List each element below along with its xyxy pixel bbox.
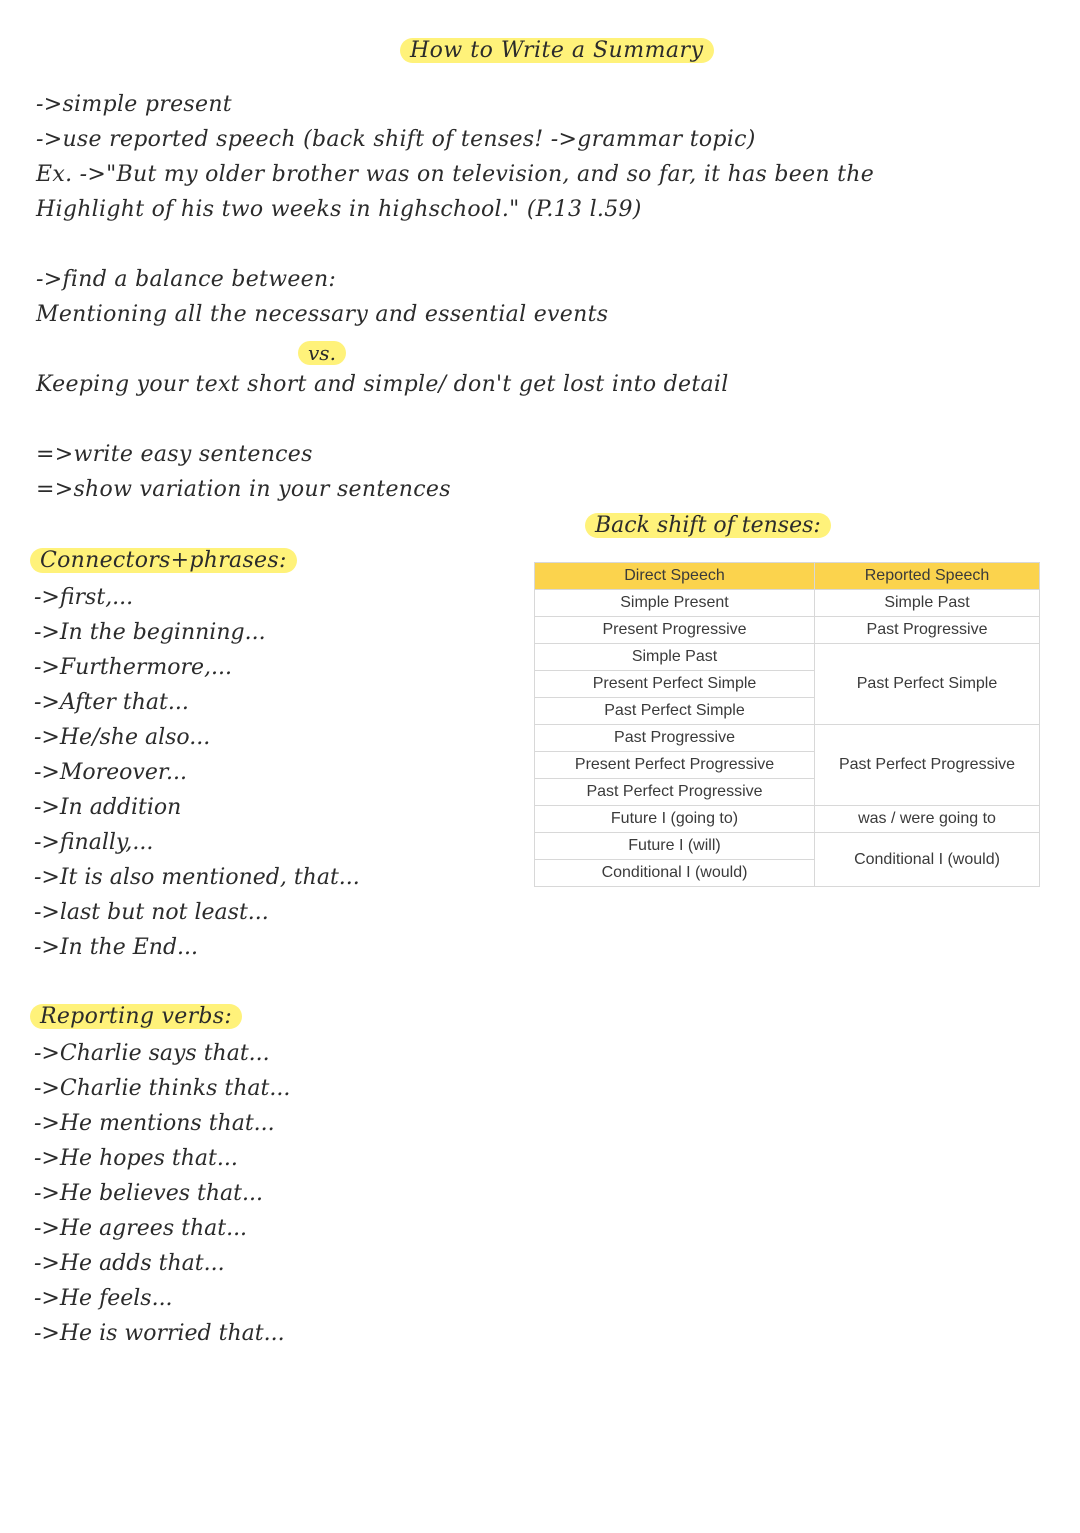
- list-item: ->In the beginning...: [34, 620, 266, 645]
- versus-label: vs.: [298, 341, 346, 365]
- direct-cell: Past Perfect Simple: [535, 698, 815, 725]
- backshift-table: [534, 562, 1040, 887]
- page-title: How to Write a Summary: [400, 38, 714, 63]
- reported-cell: Conditional I (would): [815, 833, 1040, 887]
- list-item: ->first,...: [34, 585, 134, 610]
- direct-cell: Past Progressive: [535, 725, 815, 752]
- reporting-verbs-list: [34, 1036, 290, 1351]
- list-item: ->He/she also...: [34, 725, 211, 750]
- column-header-reported: Reported Speech: [815, 563, 1040, 590]
- reported-cell: Simple Past: [815, 590, 1040, 617]
- list-item: ->Moreover...: [34, 760, 187, 785]
- reported-cell: was / were going to: [815, 806, 1040, 833]
- list-item: ->Charlie thinks that...: [34, 1076, 291, 1101]
- list-item: ->He hopes that...: [34, 1146, 238, 1171]
- intro-line-simple-present: ->simple present: [36, 92, 232, 117]
- tip-variation: =>show variation in your sentences: [36, 477, 451, 502]
- list-item: ->He mentions that...: [34, 1111, 275, 1136]
- table-row: [535, 590, 1040, 617]
- list-item: ->In addition: [34, 795, 182, 820]
- list-item: ->He is worried that...: [34, 1321, 285, 1346]
- direct-cell: Past Perfect Progressive: [535, 779, 815, 806]
- direct-cell: Future I (will): [535, 833, 815, 860]
- list-item: ->In the End...: [34, 935, 199, 960]
- tip-easy-sentences: =>write easy sentences: [36, 442, 313, 467]
- direct-cell: Present Perfect Simple: [535, 671, 815, 698]
- reporting-verbs-heading: Reporting verbs:: [30, 1004, 242, 1029]
- list-item: ->He adds that...: [34, 1251, 225, 1276]
- table-row: [535, 725, 1040, 752]
- list-item: ->It is also mentioned, that...: [34, 865, 360, 890]
- example-line-continued: Highlight of his two weeks in highschool." (P.13 l.59): [36, 197, 642, 222]
- intro-line-reported-speech: ->use reported speech (back shift of tenses! ->grammar topic): [36, 127, 756, 152]
- reported-cell: Past Perfect Simple: [815, 644, 1040, 725]
- reported-cell: Past Progressive: [815, 617, 1040, 644]
- example-line: Ex. ->"But my older brother was on television, and so far, it has been the: [36, 162, 875, 187]
- balance-option-1: Mentioning all the necessary and essential events: [36, 302, 609, 327]
- list-item: ->He believes that...: [34, 1181, 263, 1206]
- direct-cell: Future I (going to): [535, 806, 815, 833]
- table-row: [535, 833, 1040, 860]
- list-item: ->After that...: [34, 690, 189, 715]
- list-item: ->finally,...: [34, 830, 154, 855]
- list-item: ->He agrees that...: [34, 1216, 248, 1241]
- direct-cell: Present Perfect Progressive: [535, 752, 815, 779]
- backshift-title: Back shift of tenses:: [585, 513, 831, 538]
- connectors-list: [34, 580, 360, 965]
- connectors-heading: Connectors+phrases:: [30, 548, 297, 573]
- direct-cell: Conditional I (would): [535, 860, 815, 887]
- table-row: [535, 644, 1040, 671]
- table-row: [535, 617, 1040, 644]
- direct-cell: Simple Past: [535, 644, 815, 671]
- list-item: ->He feels...: [34, 1286, 173, 1311]
- direct-cell: Simple Present: [535, 590, 815, 617]
- direct-cell: Present Progressive: [535, 617, 815, 644]
- list-item: ->Furthermore,...: [34, 655, 232, 680]
- column-header-direct: Direct Speech: [535, 563, 815, 590]
- balance-option-2: Keeping your text short and simple/ don't get lost into detail: [36, 372, 729, 397]
- reported-cell: Past Perfect Progressive: [815, 725, 1040, 806]
- list-item: ->Charlie says that...: [34, 1041, 270, 1066]
- table-row: [535, 806, 1040, 833]
- balance-heading: ->find a balance between:: [36, 267, 337, 292]
- table-header-row: [535, 563, 1040, 590]
- list-item: ->last but not least...: [34, 900, 269, 925]
